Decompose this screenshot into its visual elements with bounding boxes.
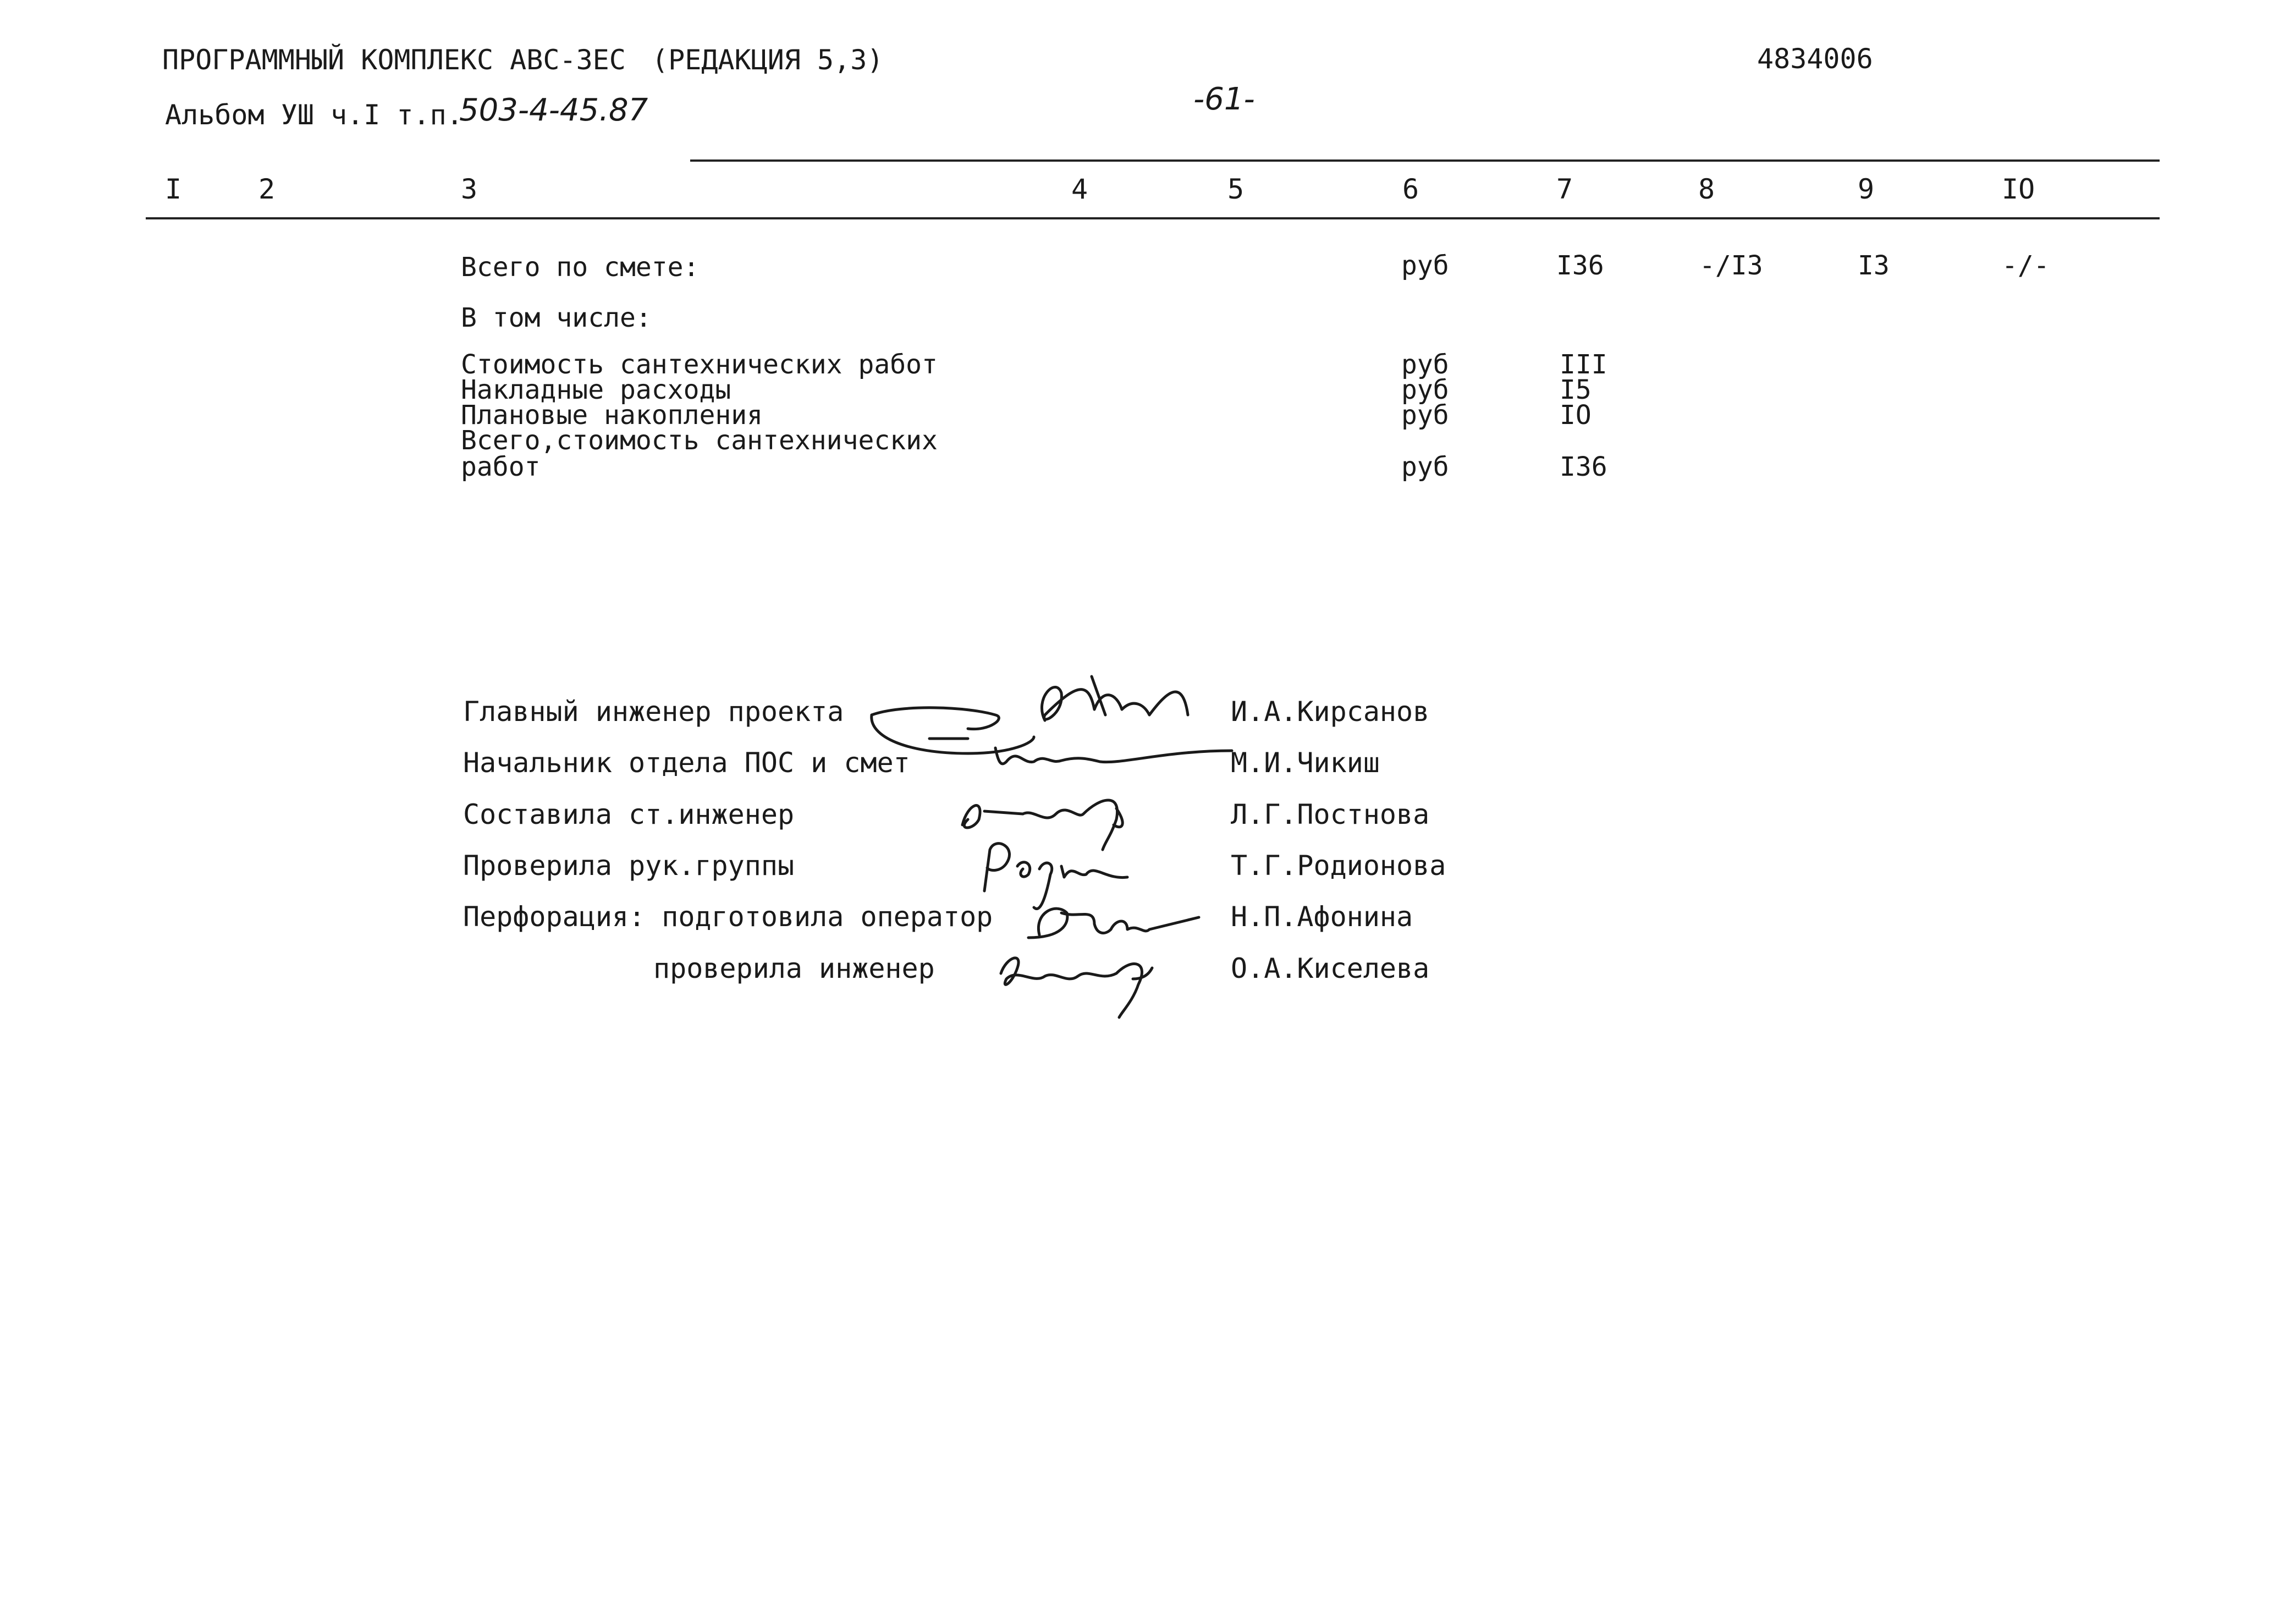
signature-scribble-5 [1028, 909, 1199, 938]
signature-name: Т.Г.Родионова [1231, 850, 1446, 882]
item-value: III [1560, 349, 1607, 380]
total-item-unit: руб [1401, 452, 1449, 482]
document-code: 4834006 [1757, 43, 1873, 75]
signature-role-group-leader: Проверила рук.группы [463, 850, 795, 882]
signature-scribble-4 [984, 844, 1127, 909]
signature-swoosh-1 [872, 715, 1034, 753]
total-col8: -/I3 [1699, 250, 1763, 281]
item-label: Накладные расходы [461, 375, 731, 405]
edition-label: (РЕДАКЦИЯ 5,3) [652, 44, 884, 76]
program-title: ПРОГРАММНЫЙ КОМПЛЕКС АВС-ЗЕС [162, 44, 626, 76]
album-number-handwritten: 503-4-45.87 [459, 92, 648, 128]
column-header-2: 2 [258, 173, 276, 205]
item-unit: руб [1401, 349, 1449, 380]
item-unit: руб [1401, 375, 1449, 405]
column-header-3: 3 [461, 173, 478, 205]
page-number: -61- [1193, 81, 1255, 117]
item-label: Плановые накопления [461, 400, 763, 431]
signature-name: Н.П.Афонина [1231, 901, 1413, 933]
item-label: Стоимость сантехнических работ [461, 349, 938, 380]
item-value: I5 [1560, 375, 1592, 405]
signature-name: Л.Г.Постнова [1231, 799, 1430, 830]
column-header-9: 9 [1858, 173, 1875, 205]
signature-name: М.И.Чикиш [1231, 747, 1380, 779]
signature-role-chief-engineer: Главный инженер проекта [463, 696, 844, 728]
signature-name: И.А.Кирсанов [1231, 696, 1430, 728]
item-unit: руб [1401, 400, 1449, 431]
total-unit: руб [1401, 250, 1449, 281]
total-col10: -/- [2002, 250, 2050, 281]
item-value: IO [1560, 400, 1592, 431]
column-header-8: 8 [1698, 173, 1715, 205]
total-item-label-line2: работ [461, 452, 541, 482]
total-item-value: I36 [1560, 452, 1607, 482]
column-header-6: 6 [1402, 173, 1419, 205]
total-col9: I3 [1858, 250, 1890, 281]
column-header-7: 7 [1556, 173, 1573, 205]
signature-scribble-3 [962, 800, 1122, 850]
signature-role-operator: Перфорация: подготовила оператор [463, 901, 993, 933]
album-label: Альбом УШ ч.I т.п. [165, 99, 463, 131]
signature-role-checking-engineer: проверила инженер [653, 953, 935, 984]
total-col7: I36 [1556, 250, 1604, 281]
signature-name: О.А.Киселева [1231, 953, 1430, 984]
column-header-4: 4 [1071, 173, 1088, 205]
signature-scribble-2 [995, 748, 1232, 764]
including-label: В том числе: [461, 302, 652, 333]
column-header-1: I [165, 173, 182, 205]
signature-role-compiler: Составила ст.инженер [463, 799, 795, 830]
column-header-5: 5 [1227, 173, 1245, 205]
signature-role-department-head: Начальник отдела ПОС и смет [463, 747, 910, 779]
signature-scribble-6 [1001, 958, 1152, 1017]
total-label: Всего по смете: [461, 252, 700, 283]
column-header-10: IO [2002, 173, 2035, 205]
total-item-label-line1: Всего,стоимость сантехнических [461, 425, 938, 456]
signature-scribble-1 [872, 676, 1188, 729]
